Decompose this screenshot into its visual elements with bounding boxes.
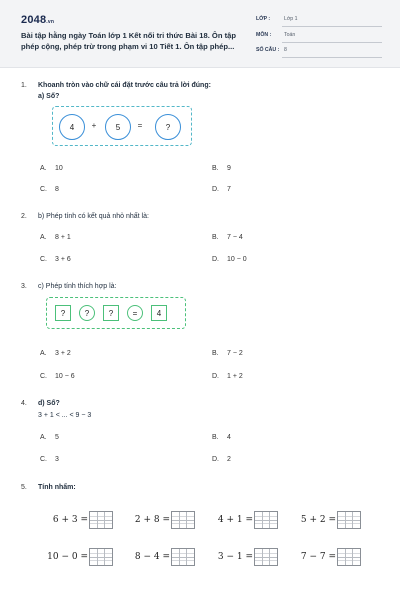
site-logo[interactable]: 2048.vn xyxy=(21,14,55,26)
q1-option-c[interactable]: C. 8 xyxy=(40,186,59,193)
question-1-number: 1. xyxy=(21,82,27,89)
q5-answer-box-3[interactable] xyxy=(254,511,278,529)
q5-answer-box-7[interactable] xyxy=(254,548,278,566)
q3-option-a[interactable]: A. 3 + 2 xyxy=(40,350,71,357)
q3-square-a: ? xyxy=(55,305,71,321)
q5-calc-8: 7 − 7 = xyxy=(300,552,336,562)
q4-option-a[interactable]: A. 5 xyxy=(40,434,59,441)
q1-op: + xyxy=(91,121,97,130)
q3-circle-op: ? xyxy=(79,305,95,321)
q1-circle-b: 5 xyxy=(105,114,131,140)
q4-option-c[interactable]: C. 3 xyxy=(40,456,59,463)
q3-option-c[interactable]: C. 10 − 6 xyxy=(40,373,75,380)
q2-option-b[interactable]: B. 7 − 4 xyxy=(212,234,243,241)
question-2-number: 2. xyxy=(21,213,27,220)
q5-answer-box-1[interactable] xyxy=(89,511,113,529)
q5-answer-box-2[interactable] xyxy=(171,511,195,529)
q5-calc-6: 8 − 4 = xyxy=(134,552,170,562)
q2-option-d[interactable]: D. 10 − 0 xyxy=(212,256,247,263)
question-4-number: 4. xyxy=(21,400,27,407)
q5-answer-box-6[interactable] xyxy=(171,548,195,566)
q4-option-d[interactable]: D. 2 xyxy=(212,456,231,463)
q2-option-a[interactable]: A. 8 + 1 xyxy=(40,234,71,241)
q3-square-b: ? xyxy=(103,305,119,321)
question-1-sub: a) Số? xyxy=(38,93,60,100)
meta-class: LỚP : Lớp 1 xyxy=(256,14,382,28)
question-5-number: 5. xyxy=(21,484,27,491)
q5-calc-5: 10 − 0 = xyxy=(47,552,88,562)
question-1-instruction: Khoanh tròn vào chữ cái đặt trước câu trả lời đúng: xyxy=(38,82,211,89)
q2-option-c[interactable]: C. 3 + 6 xyxy=(40,256,71,263)
question-5-instruction: Tính nhẩm: xyxy=(38,484,76,491)
q5-calc-1: 6 + 3 = xyxy=(52,515,88,525)
q1-option-d[interactable]: D. 7 xyxy=(212,186,231,193)
question-2-sub: b) Phép tính có kết quả nhỏ nhất là: xyxy=(38,213,149,220)
q1-option-b[interactable]: B. 9 xyxy=(212,165,231,172)
q4-option-b[interactable]: B. 4 xyxy=(212,434,231,441)
q1-option-a[interactable]: A. 10 xyxy=(40,165,63,172)
q5-answer-box-5[interactable] xyxy=(89,548,113,566)
question-4-expression: 3 + 1 < ... < 9 − 3 xyxy=(38,412,92,419)
q3-square-result: 4 xyxy=(151,305,167,321)
meta-subject: MÔN : Toán xyxy=(256,30,382,44)
q5-calc-7: 3 − 1 = xyxy=(217,552,253,562)
question-4-sub: d) Số? xyxy=(38,400,60,407)
q3-circle-eq: = xyxy=(127,305,143,321)
q1-circle-result: ? xyxy=(155,114,181,140)
worksheet-header xyxy=(0,0,400,68)
q5-calc-3: 4 + 1 = xyxy=(217,515,253,525)
q1-eq: = xyxy=(137,121,143,130)
q3-expression-box xyxy=(46,297,186,329)
q5-answer-box-4[interactable] xyxy=(337,511,361,529)
q1-expression-box xyxy=(52,106,192,146)
question-3-sub: c) Phép tính thích hợp là: xyxy=(38,283,117,290)
question-3-number: 3. xyxy=(21,283,27,290)
q3-option-d[interactable]: D. 1 + 2 xyxy=(212,373,243,380)
q5-calc-2: 2 + 8 = xyxy=(134,515,170,525)
q3-option-b[interactable]: B. 7 − 2 xyxy=(212,350,243,357)
worksheet-title: Bài tập hằng ngày Toán lớp 1 Kết nối tri thức Bài 18. Ôn tập phép cộng, phép trừ trong phạm vi 10 Tiết 1. Ôn tập phép... xyxy=(21,31,236,51)
q1-circle-a: 4 xyxy=(59,114,85,140)
q5-calc-4: 5 + 2 = xyxy=(300,515,336,525)
meta-question-count: SỐ CÂU : 8 xyxy=(256,45,382,59)
q5-answer-box-8[interactable] xyxy=(337,548,361,566)
